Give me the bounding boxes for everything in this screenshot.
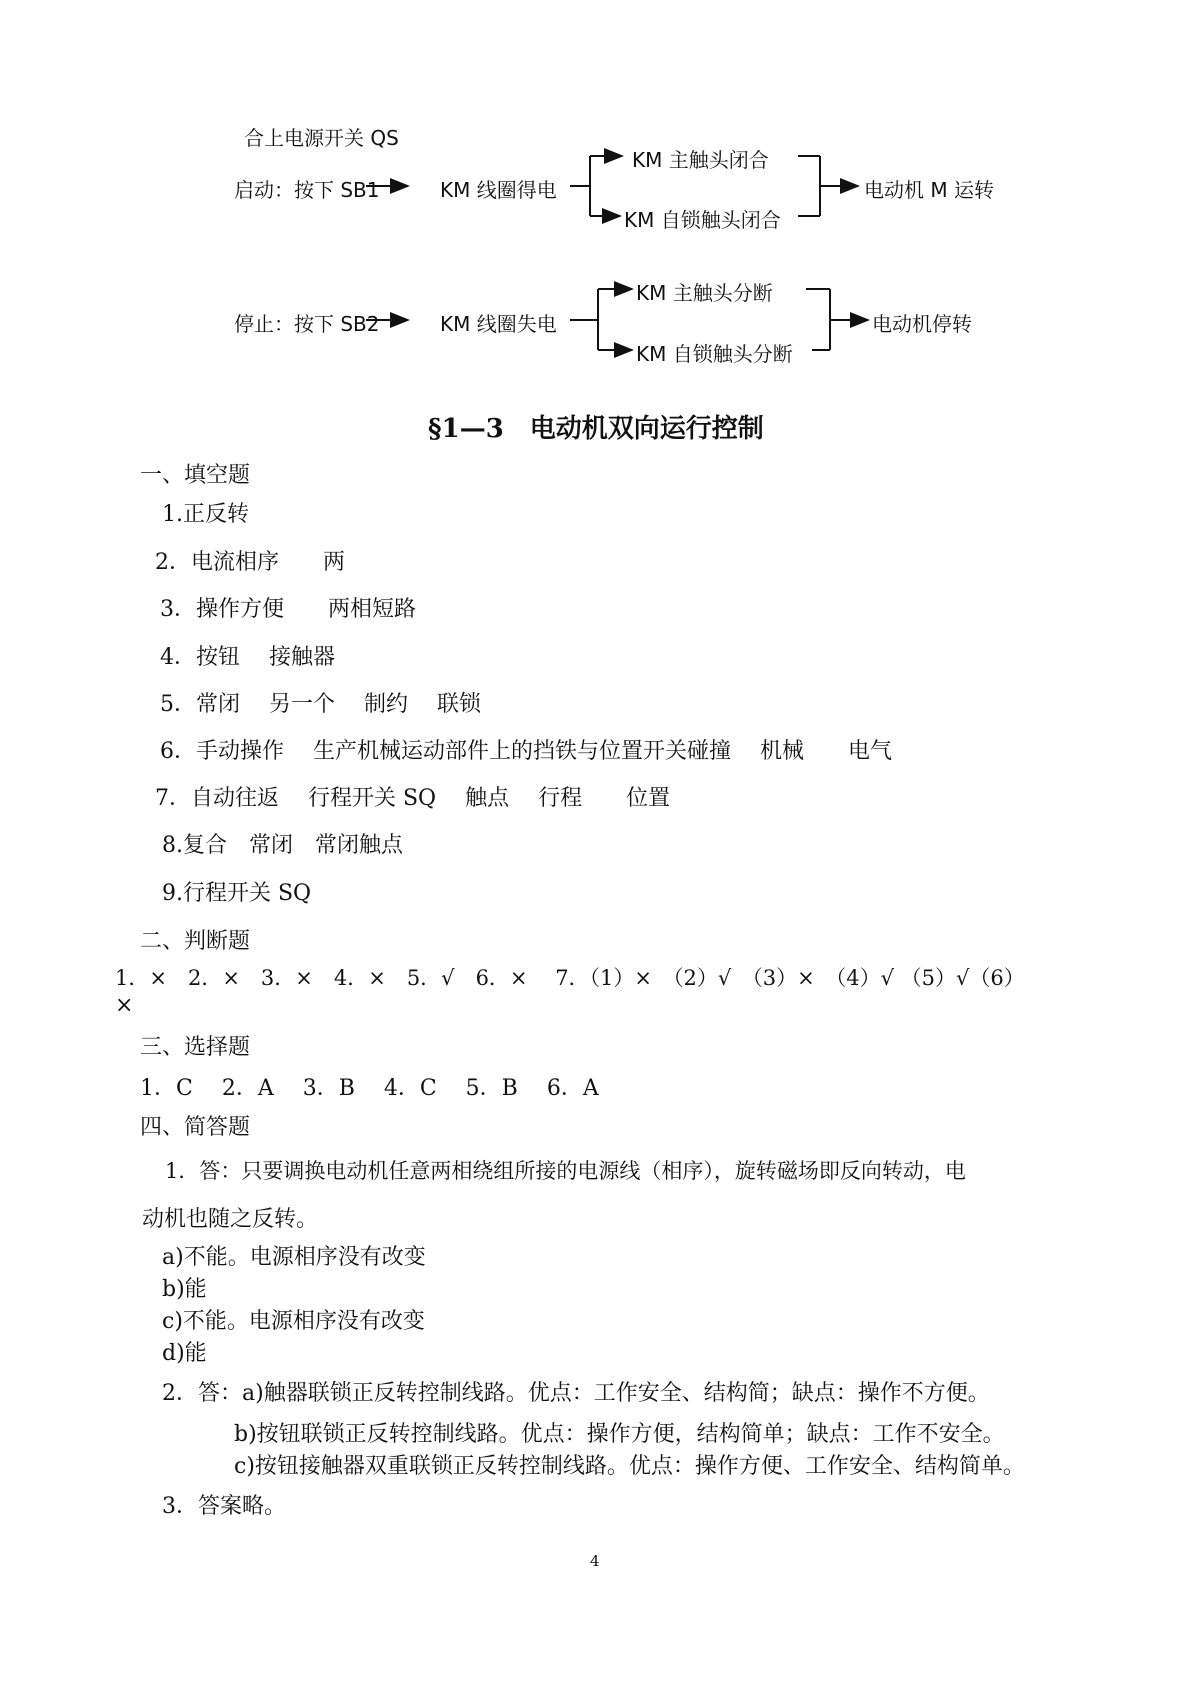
short-answer-1a: a)不能。电源相序没有改变	[162, 1245, 426, 1270]
short-answer-1b: b)能	[162, 1277, 207, 1302]
stop-step-label: 停止：按下 SB2	[234, 312, 380, 336]
choice-answers: 1．C 2．A 3．B 4．C 5．B 6．A	[140, 1076, 599, 1101]
short-answer-3: 3．答案略。	[162, 1494, 286, 1519]
page-number: 4	[590, 1552, 600, 1570]
short-answer-2c: c)按钮接触器双重联锁正反转控制线路。优点：操作方便、工作安全、结构简单。	[234, 1454, 1025, 1479]
fill-item-4: 4．按钮 接触器	[160, 645, 335, 670]
fill-item-2: 2．电流相序 两	[155, 550, 345, 575]
judgement-heading: 二、判断题	[140, 929, 251, 954]
start-self-lock-contact-closed: KM 自锁触头闭合	[624, 208, 781, 232]
stop-main-contact-break: KM 主触头分断	[636, 281, 773, 305]
close-power-switch-qs: 合上电源开关 QS	[244, 126, 399, 150]
stop-motor-stops: 电动机停转	[872, 312, 972, 336]
short-answer-1d: d)能	[162, 1341, 207, 1366]
fill-item-6: 6．手动操作 生产机械运动部件上的挡铁与位置开关碰撞 机械 电气	[160, 739, 892, 764]
judgement-answers-cont: ×	[115, 993, 134, 1018]
judgement-answers: 1．× 2．× 3．× 4．× 5．√ 6．× 7．（1）× （2）√ （3）× （4）√ （5）√（6）	[115, 966, 1025, 990]
fill-item-5: 5．常闭 另一个 制约 联锁	[160, 692, 481, 717]
start-motor-runs: 电动机 M 运转	[864, 178, 994, 202]
control-flow-diagram	[0, 0, 1191, 400]
fill-item-3: 3．操作方便 两相短路	[160, 597, 416, 622]
choice-heading: 三、选择题	[140, 1035, 251, 1060]
fill-item-1: 1.正反转	[162, 502, 249, 527]
section-title: §1—3 电动机双向运行控制	[428, 414, 764, 444]
short-answer-1: 1．答：只要调换电动机任意两相绕组所接的电源线（相序），旋转磁场即反向转动，电	[165, 1159, 966, 1183]
fill-in-heading: 一、填空题	[140, 463, 251, 488]
short-answer-heading: 四、简答题	[140, 1115, 251, 1140]
start-main-contact-closed: KM 主触头闭合	[632, 148, 769, 172]
stop-self-lock-contact-break: KM 自锁触头分断	[636, 342, 793, 366]
short-answer-1-cont: 动机也随之反转。	[142, 1207, 319, 1232]
start-step-label: 启动：按下 SB1	[234, 178, 380, 202]
fill-item-7: 7．自动往返 行程开关 SQ 触点 行程 位置	[155, 786, 671, 811]
fill-item-9: 9.行程开关 SQ	[162, 881, 312, 906]
fill-item-8: 8.复合 常闭 常闭触点	[162, 833, 403, 858]
start-coil-energized: KM 线圈得电	[440, 178, 557, 202]
stop-coil-deenergized: KM 线圈失电	[440, 312, 557, 336]
short-answer-2b: b)按钮联锁正反转控制线路。优点：操作方便，结构简单；缺点：工作不安全。	[234, 1422, 1005, 1447]
short-answer-2: 2．答：a)触器联锁正反转控制线路。优点：工作安全、结构简；缺点：操作不方便。	[162, 1381, 990, 1406]
short-answer-1c: c)不能。电源相序没有改变	[162, 1309, 425, 1334]
